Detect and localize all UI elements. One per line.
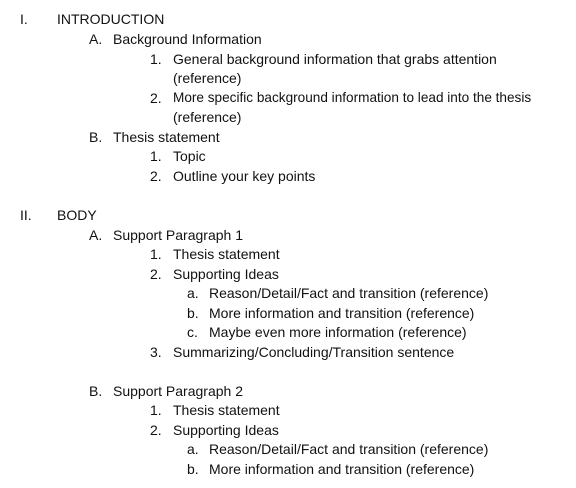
section-heading: BODY [57, 207, 97, 223]
item-text: More specific background information to lead into the thesis [173, 90, 532, 105]
item-marker: 2. [150, 422, 162, 438]
item-text: Topic [173, 148, 206, 164]
item-marker: 2. [150, 90, 162, 106]
subitem-marker: a. [187, 441, 199, 457]
subitem-marker: a. [187, 285, 199, 301]
item-marker: 1. [150, 402, 162, 418]
item-marker: 1. [150, 246, 162, 262]
item-text: Thesis statement [173, 246, 280, 262]
item-marker: 2. [150, 168, 162, 184]
subitem-marker: b. [187, 461, 199, 477]
section-numeral: II. [20, 207, 32, 223]
subsection-marker: A. [89, 227, 103, 243]
subitem-text: Maybe even more information (reference) [209, 324, 467, 340]
subitem-text: More information and transition (reference) [209, 305, 475, 321]
item-text: Thesis statement [173, 402, 280, 418]
item-marker: 3. [150, 344, 162, 360]
section-heading: INTRODUCTION [57, 11, 165, 27]
item-text: Supporting Ideas [173, 422, 279, 438]
subsection-title: Support Paragraph 2 [113, 383, 243, 399]
item-marker: 1. [150, 148, 162, 164]
section-numeral: I. [20, 11, 28, 27]
item-text-continued: (reference) [173, 109, 242, 125]
subsection-marker: B. [89, 129, 103, 145]
subitem-text: More information and transition (reference) [209, 461, 475, 477]
item-text-continued: (reference) [173, 70, 242, 86]
subsection-title: Background Information [113, 31, 262, 47]
subsection-title: Support Paragraph 1 [113, 227, 243, 243]
subitem-marker: c. [187, 324, 198, 340]
subsection-marker: A. [89, 31, 103, 47]
item-text: Summarizing/Concluding/Transition sentence [173, 344, 455, 360]
item-text: Outline your key points [173, 168, 316, 184]
item-text: General background information that grabs attention [173, 51, 497, 67]
item-marker: 2. [150, 266, 162, 282]
subsection-marker: B. [89, 383, 103, 399]
subsection-title: Thesis statement [113, 129, 220, 145]
item-text: Supporting Ideas [173, 266, 279, 282]
subitem-text: Reason/Detail/Fact and transition (reference) [209, 441, 489, 457]
subitem-text: Reason/Detail/Fact and transition (reference) [209, 285, 489, 301]
item-marker: 1. [150, 51, 162, 67]
subitem-marker: b. [187, 305, 199, 321]
